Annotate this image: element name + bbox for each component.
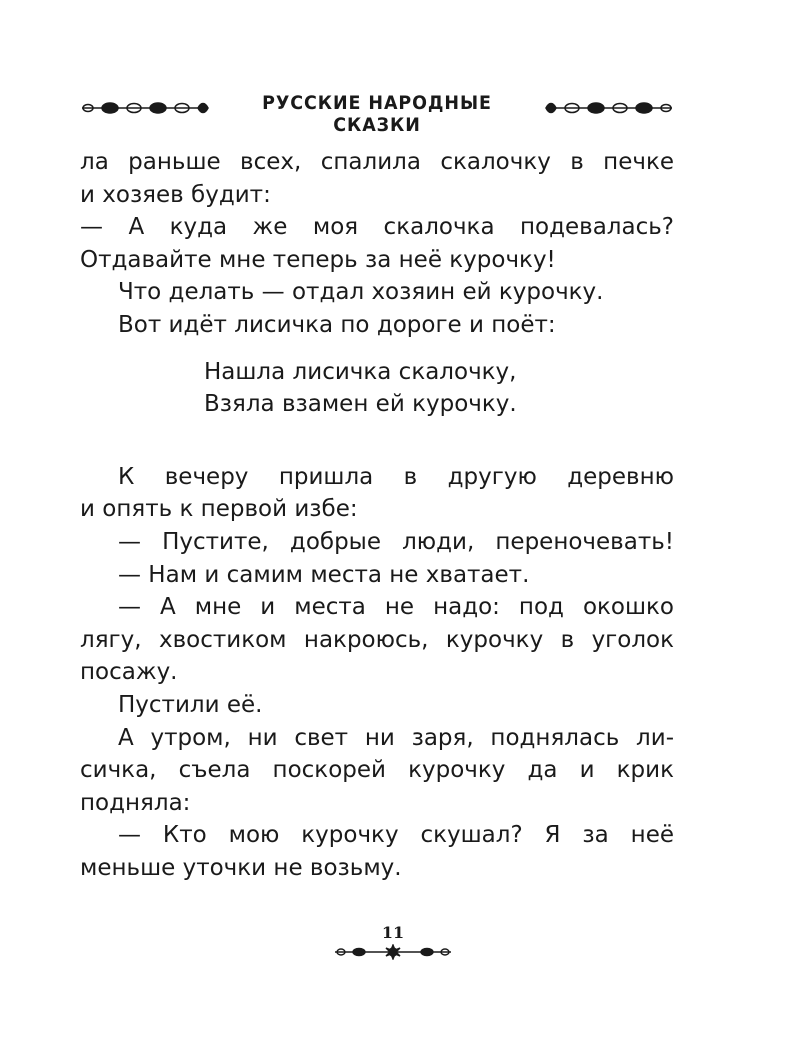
story-text [80,146,674,884]
text-line: — Нам и самим места не хватает. [118,561,530,588]
poem-line: Нашла лисичка скалочку, [204,358,517,385]
paragraph [80,722,674,820]
text-line: лягу, хвостиком накроюсь, курочку в уголок [80,626,674,653]
paragraph [80,689,674,722]
left-ornament-icon [80,98,210,118]
text-line: Пустили её. [118,691,263,718]
paragraph [80,819,674,884]
paragraph [80,309,674,342]
paragraph [80,461,674,526]
paragraph [80,146,674,211]
paragraph [80,211,674,276]
running-header [80,92,674,136]
text-line: ла раньше всех, спалила скалочку в печке [80,149,674,175]
paragraph [80,591,674,689]
text-line: Вот идёт лисичка по дороге и поёт: [118,311,556,338]
text-line: Что делать — отдал хозяин ей курочку. [118,279,604,306]
text-line: Отдавайте мне теперь за неё курочку! [80,246,556,273]
text-line: А утром, ни свет ни заря, поднялась ли- [118,724,674,751]
text-line: сичка, съела поскорей курочку да и крик [80,757,674,784]
flower-ornament-icon [333,944,453,960]
text-line: и опять к первой избе: [80,496,358,523]
text-line: К вечеру пришла в другую деревню [118,463,674,490]
text-line: — А куда же моя скалочка подевалась? [80,214,674,241]
text-line: посажу. [80,659,178,686]
poem-verse [80,356,674,421]
poem-line: Взяла взамен ей курочку. [204,391,517,418]
running-head-title: РУССКИЕ НАРОДНЫЕ СКАЗКИ [262,92,492,136]
paragraph [80,276,674,309]
paragraph [80,559,674,592]
text-line: и хозяев будит: [80,181,271,208]
text-line: — А мне и места не надо: под окошко [118,594,674,621]
text-line: — Пустите, добрые люди, переночевать! [118,528,674,555]
paragraph [80,526,674,559]
text-line: подняла: [80,789,191,816]
page-number: 11 [381,923,405,942]
text-line: меньше уточки не возьму. [80,854,402,881]
text-line: — Кто мою курочку скушал? Я за неё [118,822,674,849]
right-ornament-icon [544,98,674,118]
